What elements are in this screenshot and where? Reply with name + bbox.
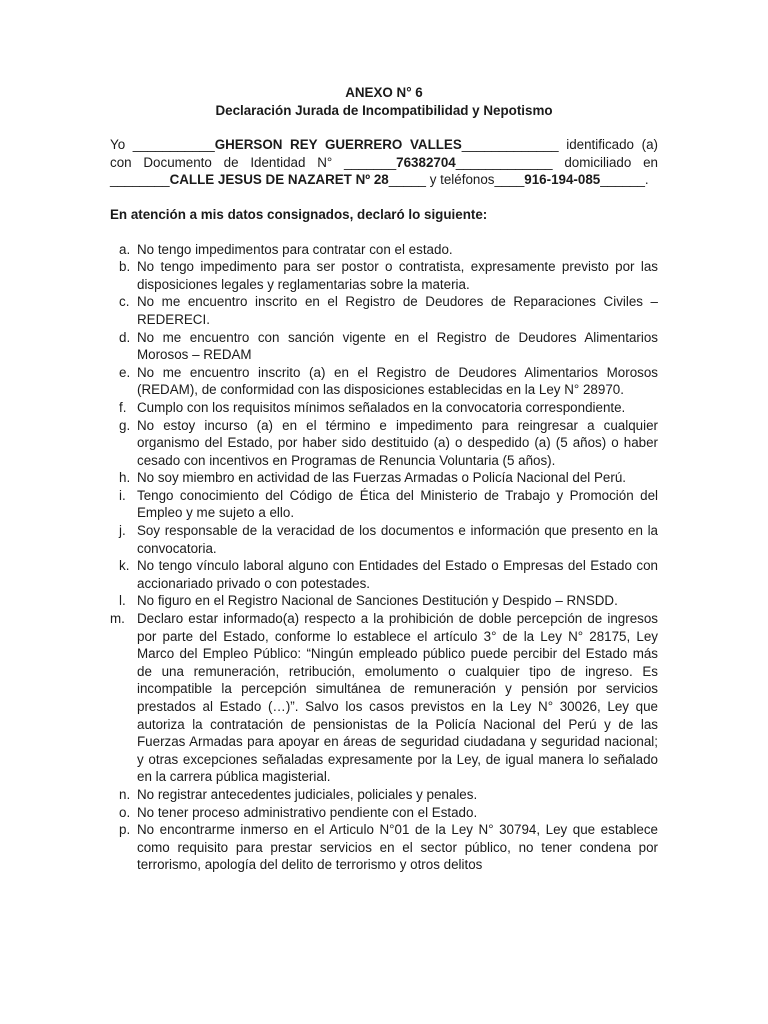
list-item [110, 487, 658, 522]
item-marker: f. [119, 399, 127, 415]
item-marker: j. [119, 523, 126, 539]
phone-number: 916-194-085 [524, 172, 601, 188]
item-text: No registrar antecedentes judiciales, policiales y penales. [137, 786, 478, 802]
declaration-lead: En atención a mis datos consignados, declaró lo siguiente: [110, 206, 488, 222]
item-marker: d. [119, 329, 131, 345]
intro-text-2: _____________ identificado (a) con Documento de Identidad N° _______ [110, 137, 658, 170]
document-title: Declaración Jurada de Incompatibilidad y Nepotismo [215, 102, 553, 118]
declarant-paragraph [110, 136, 658, 189]
item-text: No figuro en el Registro Nacional de Sanciones Destitución y Despido – RNSDD. [137, 593, 618, 609]
list-item [110, 821, 658, 874]
intro-text-5: ______. [600, 172, 649, 188]
list-item [110, 241, 658, 259]
item-text: No tener proceso administrativo pendiente con el Estado. [137, 804, 478, 820]
item-text: Cumplo con los requisitos mínimos señalados en la convocatoria correspondiente. [137, 399, 626, 415]
item-marker: l. [119, 593, 126, 609]
item-marker: k. [119, 558, 130, 574]
item-text: No me encuentro inscrito en el Registro de Deudores de Reparaciones Civiles – REDERECI. [137, 294, 658, 327]
item-marker: b. [119, 259, 131, 275]
intro-text-3: _____________ domiciliado en ________ [110, 154, 658, 188]
list-item [110, 592, 658, 610]
item-text: No soy miembro en actividad de las Fuerzas Armadas o Policía Nacional del Perú. [137, 470, 626, 486]
item-marker: e. [119, 364, 131, 380]
list-item [110, 557, 658, 592]
item-marker: n. [119, 786, 131, 802]
list-item [110, 522, 658, 557]
declarant-name: GHERSON REY GUERRERO VALLES [214, 137, 462, 153]
list-item [110, 804, 658, 822]
item-text: Soy responsable de la veracidad de los documentos e información que presento en la convocatoria. [137, 523, 658, 556]
document-number: 76382704 [396, 154, 456, 170]
address: CALLE JESUS DE NAZARET Nº 28 [169, 172, 389, 188]
list-item [110, 293, 658, 328]
list-item [110, 469, 658, 487]
item-marker: a. [119, 241, 131, 257]
list-item [110, 258, 658, 293]
item-text: No tengo impedimentos para contratar con el estado. [137, 241, 453, 257]
annex-heading: ANEXO N° 6 [345, 85, 423, 100]
list-item [110, 417, 658, 470]
item-marker: h. [119, 470, 131, 486]
item-text: No tengo vínculo laboral alguno con Entidades del Estado o Empresas del Estado con accionariado privado o con potestades. [137, 558, 658, 591]
item-marker: m. [110, 611, 125, 627]
item-text: Tengo conocimiento del Código de Ética del Ministerio de Trabajo y Promoción del Empleo y me sujeto a ello. [137, 487, 658, 521]
item-marker: i. [119, 487, 126, 503]
item-marker: o. [119, 804, 131, 820]
declaration-list [110, 241, 658, 874]
item-text: No me encuentro con sanción vigente en el Registro de Deudores Alimentarios Morosos – REDAM [137, 329, 658, 363]
item-marker: c. [119, 294, 130, 310]
item-text: No encontrarme inmerso en el Articulo N°01 de la Ley N° 30794, Ley que establece como requisito para prestar servicios en el sector público, no tener condena por terrorismo, apología del delito de terrorismo y otros delitos [137, 822, 658, 873]
item-marker: p. [119, 822, 131, 838]
list-item [110, 364, 658, 399]
item-text: No estoy incurso (a) en el término e impedimento para reingresar a cualquier organismo del Estado, por haber sido destituido (a) o despedido (a) (5 años) o haber cesado con incentivos en Programas de Renuncia Voluntaria (5 años). [137, 417, 658, 468]
intro-text-1: Yo ___________ [110, 137, 215, 153]
intro-text-4: _____ y teléfonos____ [388, 172, 525, 188]
list-item [110, 399, 658, 417]
list-item [110, 786, 658, 804]
item-text: No me encuentro inscrito (a) en el Registro de Deudores Alimentarios Morosos (REDAM), de conformidad con las disposiciones establecidas en la Ley N° 28970. [137, 364, 658, 398]
item-marker: g. [119, 417, 131, 433]
list-item [110, 610, 658, 786]
list-item [110, 329, 658, 364]
item-text: Declaro estar informado(a) respecto a la prohibición de doble percepción de ingresos por parte del Estado, conforme lo establece el artículo 3° de la Ley N° 28175, Ley Marco del Empleo Público: “Ningún empleado público puede percibir del Estado más de una remuneración, retribución, emolumento o cualquier tipo de ingreso. Es incompatible la percepción simultánea de remuneración y pensión por servicios prestados al Estado (…)”. Salvo los casos previstos en la Ley N° 30026, Ley que autoriza la contratación de pensionistas de la Policía Nacional del Perú y de las Fuerzas Armadas para apoyar en áreas de seguridad ciudadana y seguridad nacional; y otras excepciones señaladas expresamente por la Ley, de igual manera lo señalado en la carrera pública magisterial. [137, 611, 658, 785]
item-text: No tengo impedimento para ser postor o contratista, expresamente previsto por las disposiciones legales y reglamentarias sobre la materia. [137, 259, 658, 292]
